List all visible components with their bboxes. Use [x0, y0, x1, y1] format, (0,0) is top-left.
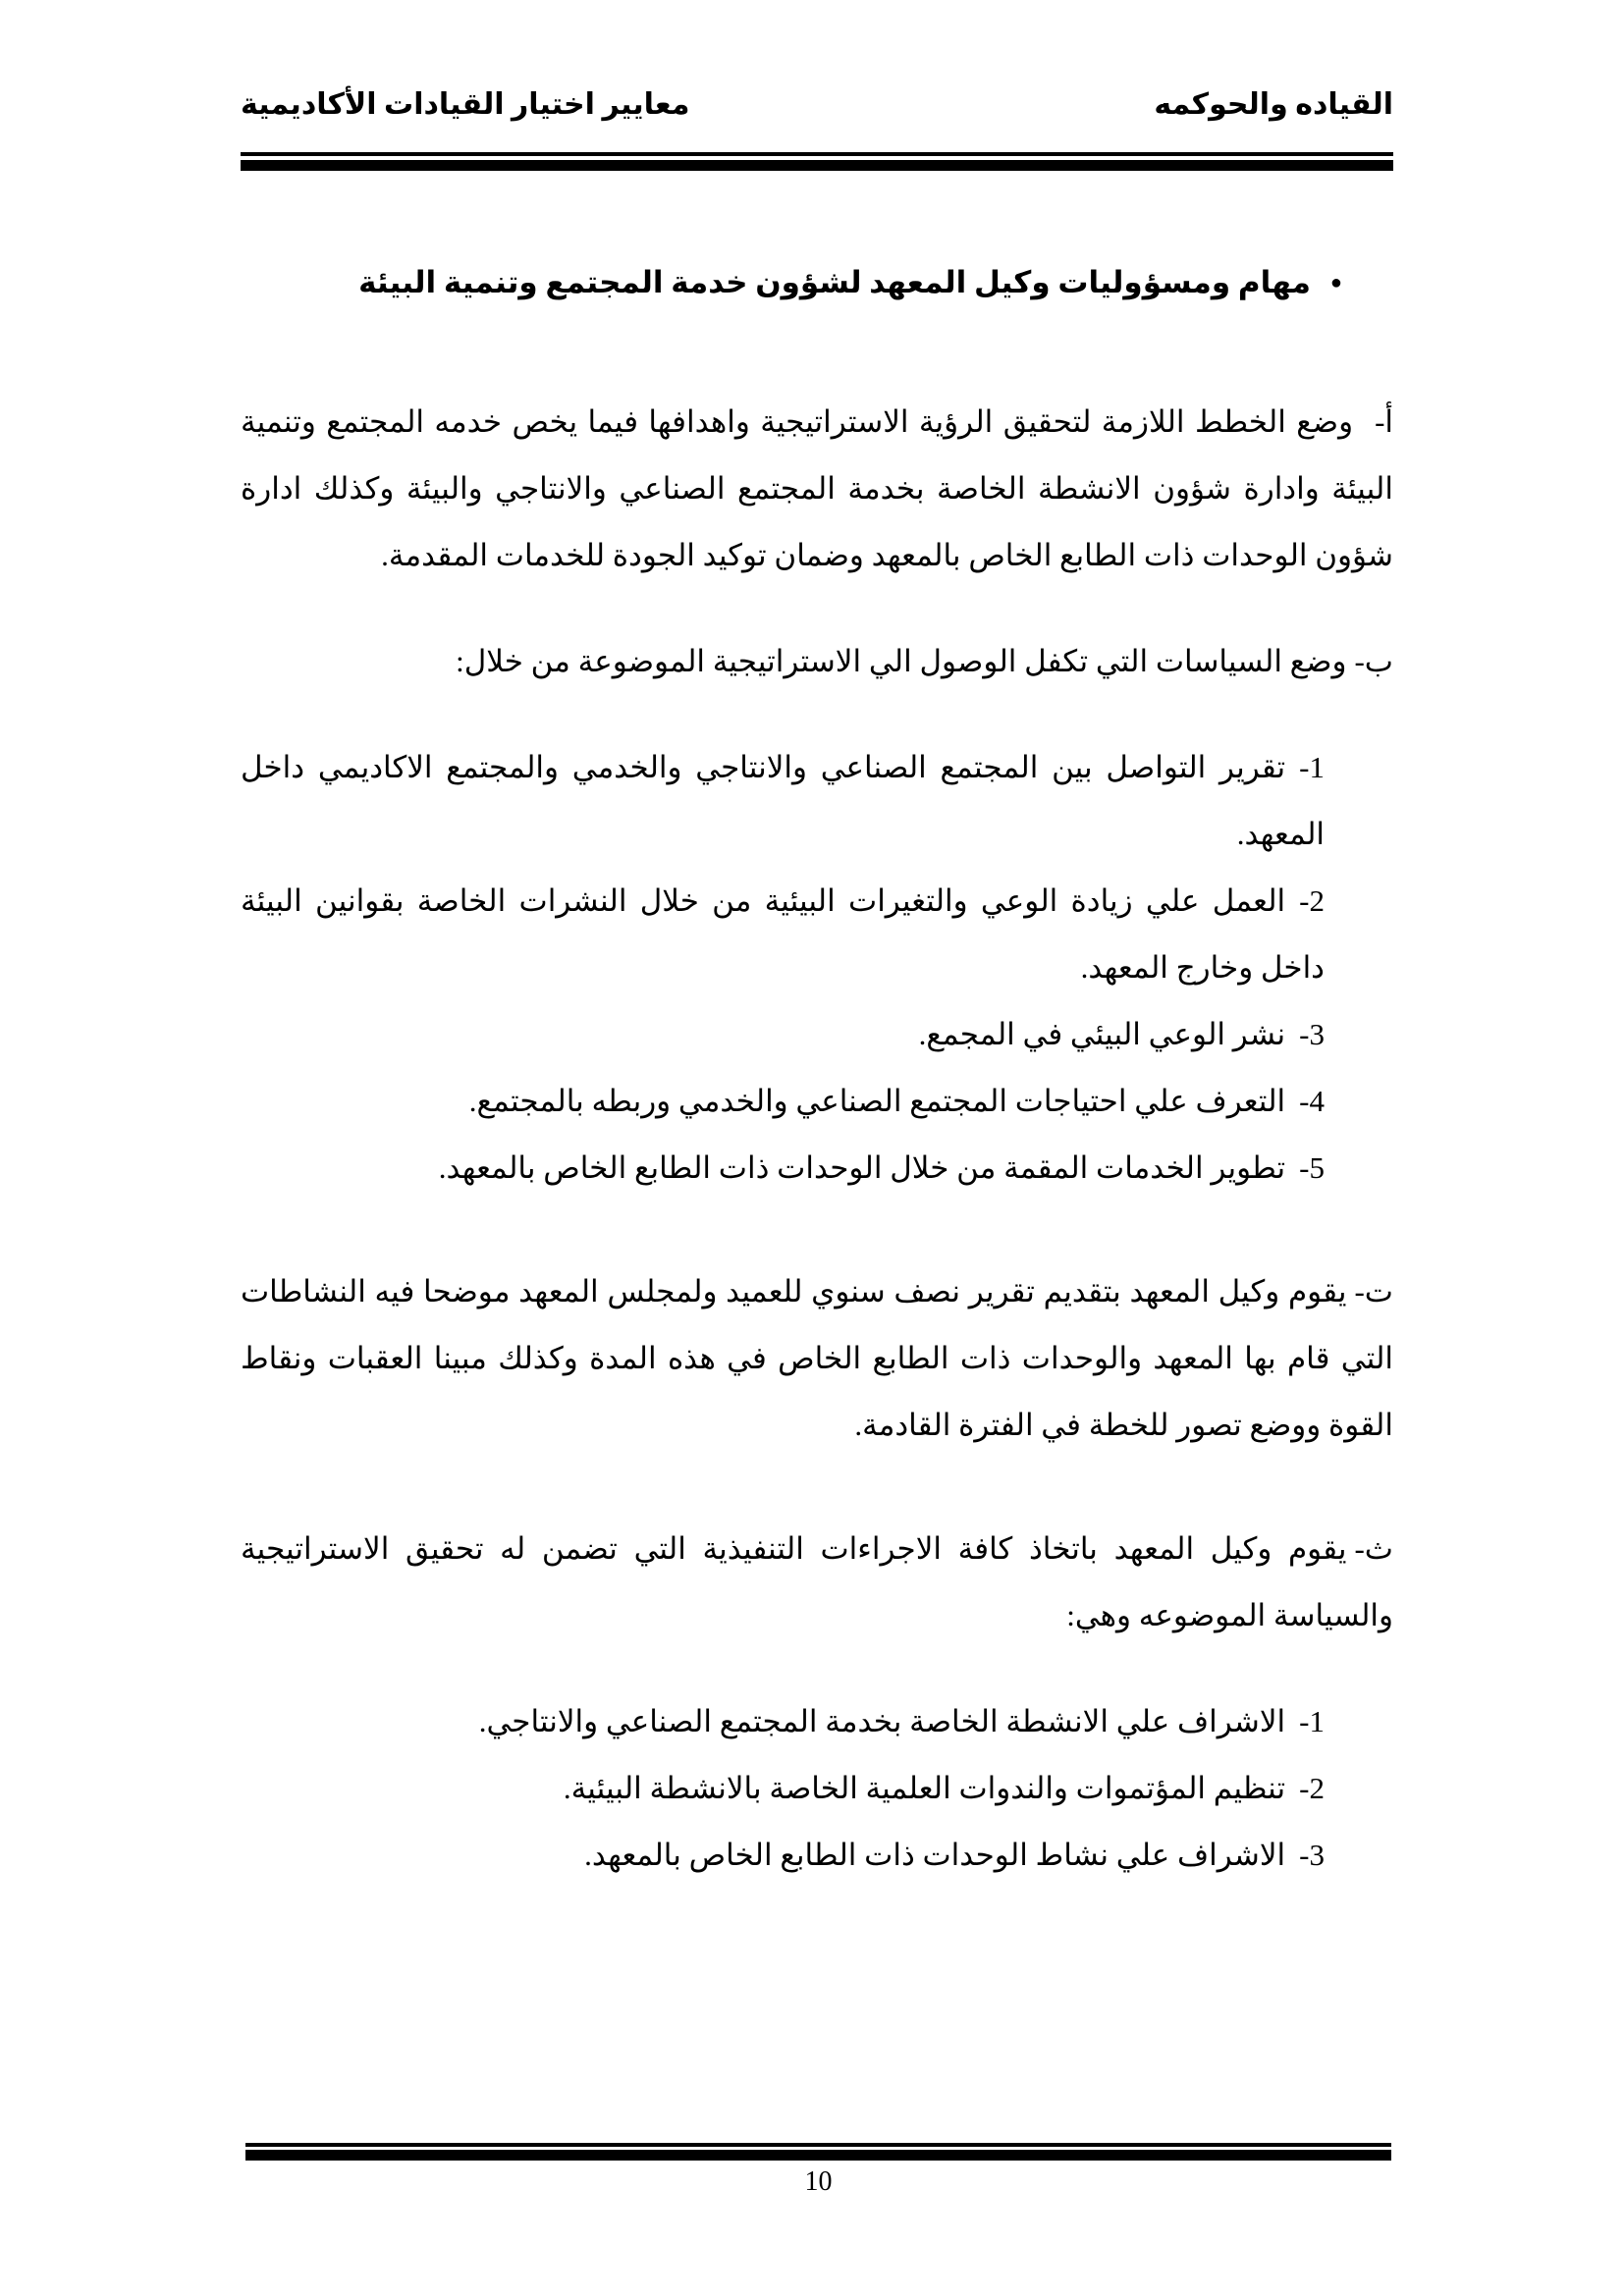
- page-number: 10: [804, 2166, 833, 2197]
- header-rule-thick-line: [241, 160, 1393, 171]
- page-header: [241, 83, 1393, 127]
- list-item-marker: 3-: [1299, 1838, 1325, 1872]
- list-item: [241, 1688, 1325, 1755]
- list-item: [241, 1135, 1325, 1201]
- list-item-marker: 1-: [1299, 1704, 1325, 1738]
- paragraph-b-marker: ب-: [1354, 644, 1393, 678]
- list-item-text: العمل علي زيادة الوعي والتغيرات البيئية من خلال النشرات الخاصة بقوانين البيئة داخل وخارج المعهد.: [241, 883, 1325, 985]
- paragraph-a-text: وضع الخطط اللازمة لتحقيق الرؤية الاستراتيجية واهدافها فيما يخص خدمه المجتمع وتنمية البيئة وادارة شؤون الانشطة الخاصة بخدمة المجتمع الصناعي والانتاجي والبيئة وكذلك ادارة شؤون الوحدات ذات الطابع الخاص بالمعهد وضمان توكيد الجودة للخدمات المقدمة.: [241, 404, 1393, 572]
- list-item-text: تطوير الخدمات المقمة من خلال الوحدات ذات الطابع الخاص بالمعهد.: [438, 1150, 1286, 1185]
- paragraph-t-text: يقوم وكيل المعهد بتقديم تقرير نصف سنوي للعميد ولمجلس المعهد موضحا فيه النشاطات التي قام بها المعهد والوحدات ذات الطابع الخاص في هذه المدة وكذلك مبينا العقبات ونقاط القوة ووضع تصور للخطة في الفترة القادمة.: [241, 1274, 1393, 1442]
- paragraph-b: [241, 628, 1393, 695]
- paragraph-th-marker: ث-: [1354, 1531, 1393, 1566]
- list-item: [241, 868, 1325, 1001]
- list-item-text: الاشراف علي الانشطة الخاصة بخدمة المجتمع الصناعي والانتاجي.: [478, 1704, 1286, 1738]
- paragraph-t: [241, 1258, 1393, 1459]
- list-item-marker: 4-: [1299, 1084, 1325, 1118]
- list-item-marker: 2-: [1299, 883, 1325, 918]
- list-item: [241, 734, 1325, 868]
- page-footer: [245, 2143, 1391, 2197]
- policies-list: [241, 734, 1393, 1201]
- list-item-text: التعرف علي احتياجات المجتمع الصناعي والخدمي وربطه بالمجتمع.: [468, 1084, 1286, 1118]
- list-item-text: الاشراف علي نشاط الوحدات ذات الطابع الخاص بالمعهد.: [584, 1838, 1286, 1872]
- section-heading: [241, 259, 1393, 306]
- list-item-marker: 2-: [1299, 1771, 1325, 1805]
- list-item: [241, 1001, 1325, 1068]
- list-item: [241, 1822, 1325, 1889]
- actions-list: [241, 1688, 1393, 1889]
- paragraph-t-marker: ت-: [1354, 1274, 1393, 1308]
- header-title-right: القياده والحوكمه: [1154, 88, 1393, 121]
- list-item-marker: 5-: [1299, 1150, 1325, 1185]
- paragraph-th-text: يقوم وكيل المعهد باتخاذ كافة الاجراءات التنفيذية التي تضمن له تحقيق الاستراتيجية والسياسة الموضوعه وهي:: [241, 1531, 1393, 1632]
- paragraph-th: [241, 1516, 1393, 1649]
- list-item: [241, 1068, 1325, 1135]
- list-item-text: نشر الوعي البيئي في المجمع.: [918, 1017, 1286, 1051]
- page-content: [241, 0, 1393, 1889]
- bullet-icon: ●: [1329, 272, 1342, 294]
- paragraph-a-marker: أ-: [1375, 404, 1393, 439]
- header-rule: [241, 152, 1393, 171]
- section-heading-text: مهام ومسؤوليات وكيل المعهد لشؤون خدمة المجتمع وتنمية البيئة: [358, 265, 1311, 299]
- list-item: [241, 1755, 1325, 1822]
- paragraph-a: [241, 389, 1393, 589]
- header-title-left: معايير اختيار القيادات الأكاديمية: [241, 88, 690, 121]
- list-item-text: تقرير التواصل بين المجتمع الصناعي والانتاجي والخدمي والمجتمع الاكاديمي داخل المعهد.: [241, 750, 1325, 851]
- list-item-marker: 3-: [1299, 1017, 1325, 1051]
- list-item-marker: 1-: [1299, 750, 1325, 784]
- list-item-text: تنظيم المؤتموات والندوات العلمية الخاصة بالانشطة البيئية.: [563, 1771, 1286, 1805]
- footer-rule-thick-line: [245, 2150, 1391, 2161]
- paragraph-b-text: وضع السياسات التي تكفل الوصول الي الاستراتيجية الموضوعة من خلال:: [456, 644, 1347, 678]
